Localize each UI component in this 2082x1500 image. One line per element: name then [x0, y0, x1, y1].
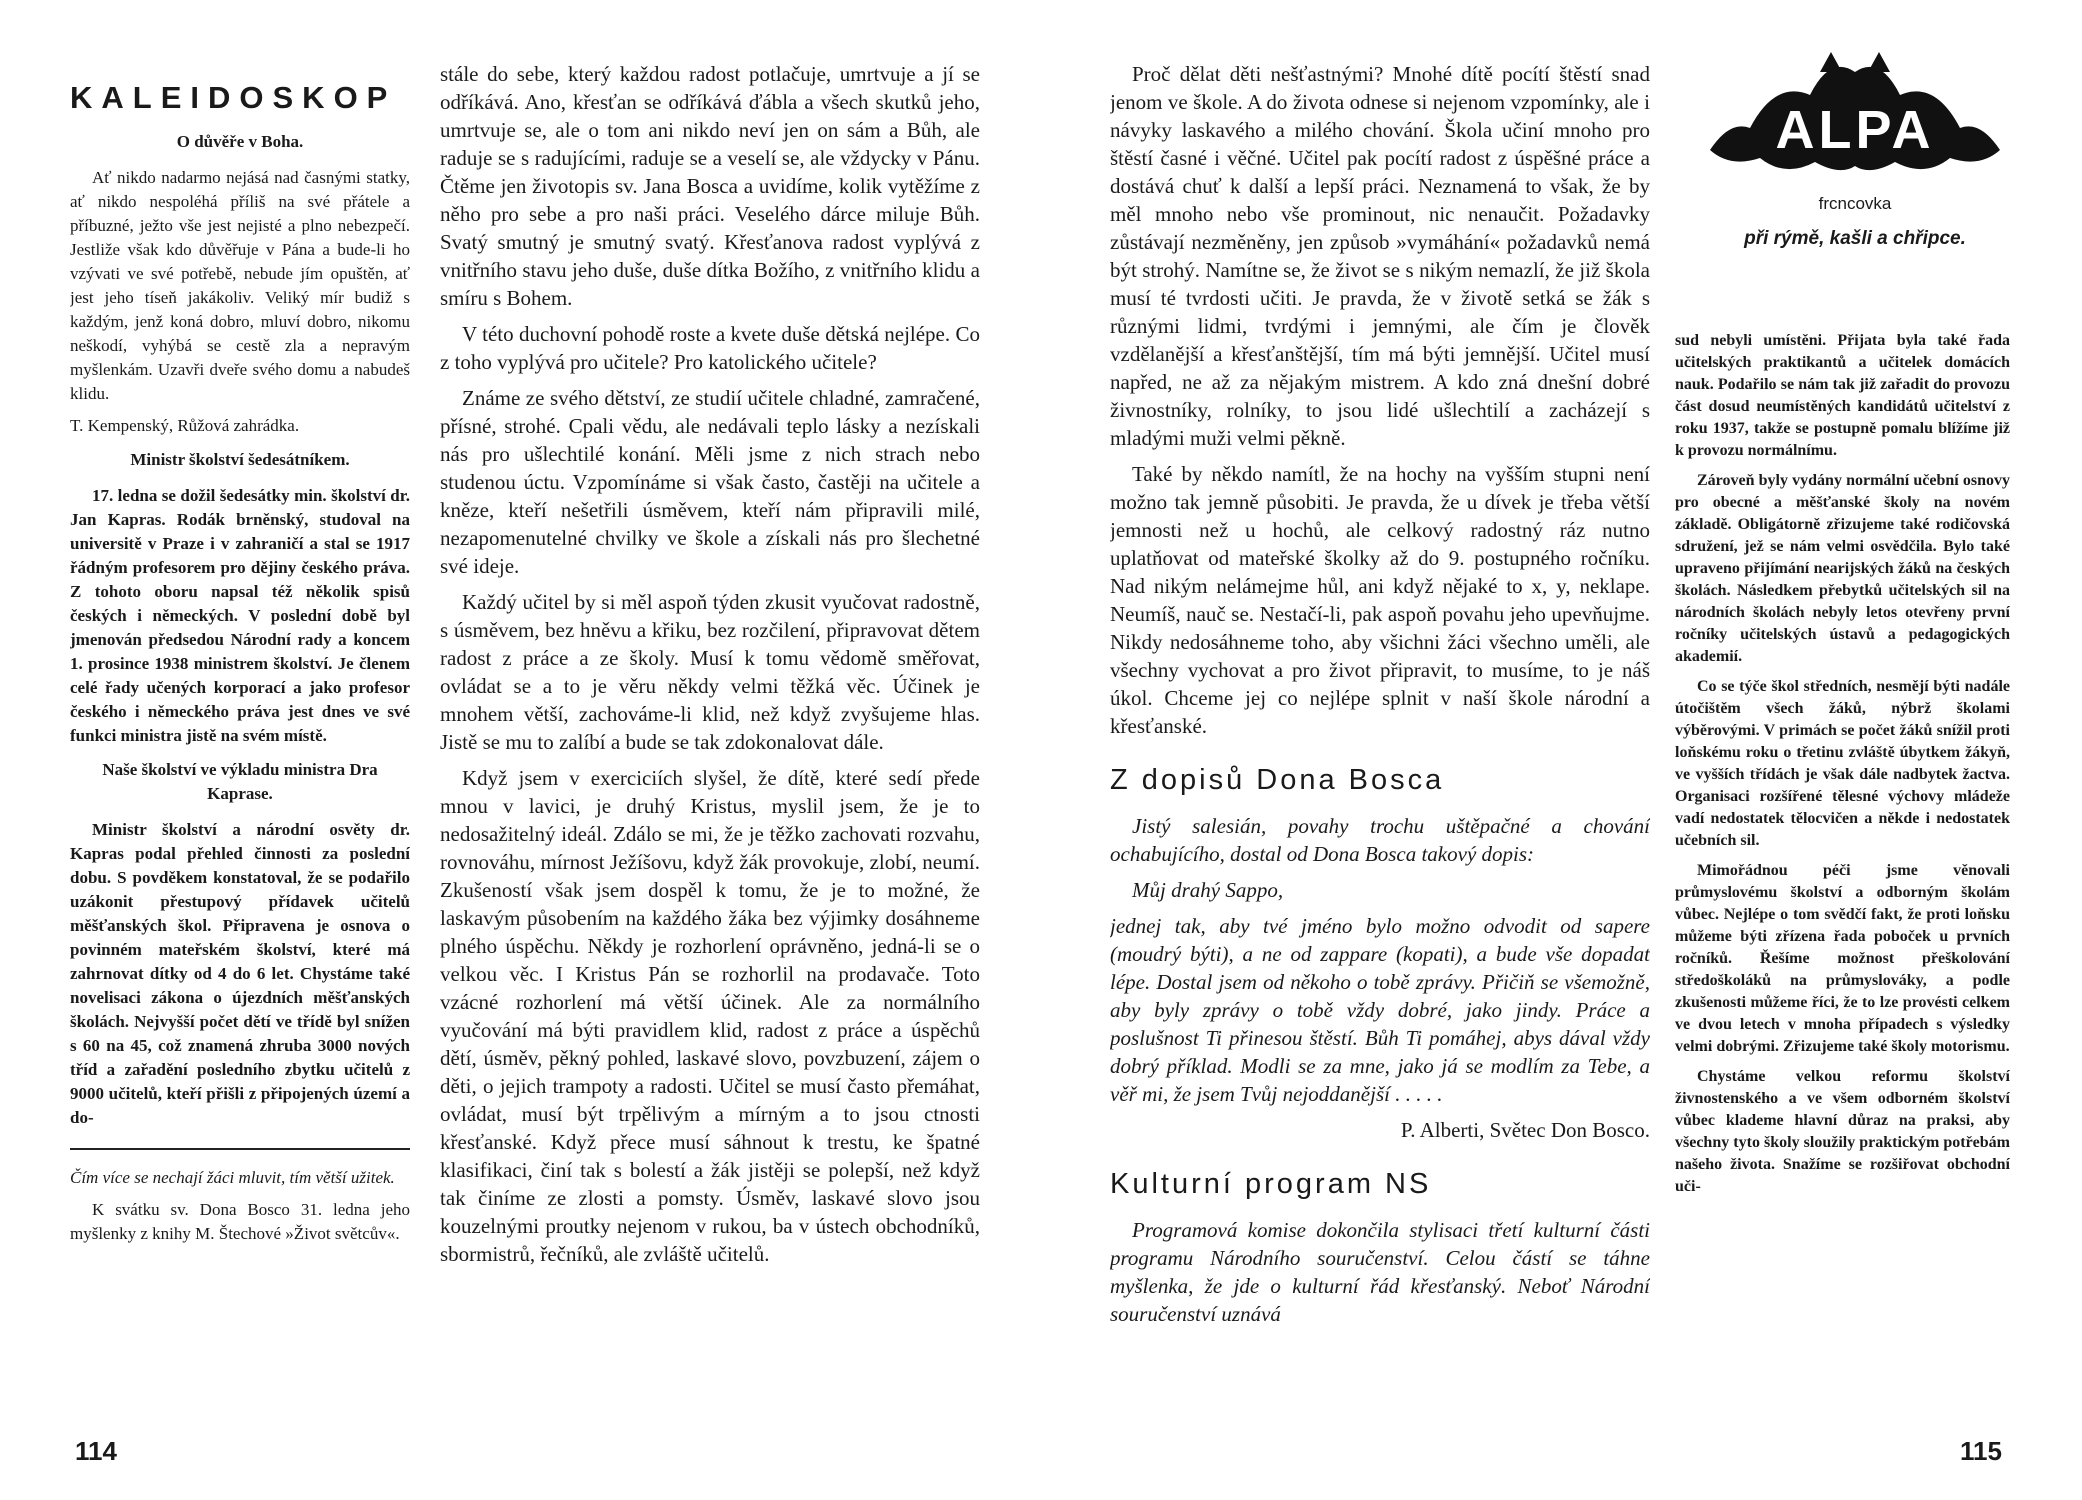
paragraph-reforma: Chystáme velkou reformu školství živnostenského a ve všem odborném školství vůbec klademe hlavní důraz na praksi, aby všechny tyto školy sloužily praktickým potřebám našeho života. Snažíme se rozšiřovat obchodní uči- [1675, 1068, 2010, 1195]
paragraph-radost-5: Když jsem v exerciciích slyšel, že dítě, které sedí přede mnou v lavici, je druhý Kristus, myslil jsem, že je to nedosažitelný ideál. Zdálo se mi, že je těžko zachovati rozvahu, rovnováhu, mírnost Ježíšovu, když žák provokuje, zlobí, neumí. Zkušeností však jsem dospěl k tomu, že je to možné, že laskavým působením na každého žáka bez výjimky dosáhneme plného úspěchu. Někdy je rozhorlení oprávněno, jedná-li se o velkou věc. I Kristus Pán se rozhorlil na prodavače. Toto vzácné rozhorlení má větší účinek. Ale za normálního vyučování má býti pravidlem klid, radost z práce a úspěchů dětí, úsměv, pěkný pohled, laskavé slovo, povzbuzení, zájem o děti, o jejich trampoty a radosti. Učitel se musí často přemáhat, ovládat, musí být trpělivým a mírným a to jsou ctnosti křesťanské. Když přece musí sáhnout k trestu, ke špatné klasifikaci, činí tak s bolestí a žák jistěji se polepší, než když tak činíme ze zlosti a pomsty. Úsměv, laskavé slovo jsou kouzelnými proutky nejenom v rukou, ba v ústech obchodníků, sbormistrů, řečníků, ale zvláště učitelů. [440, 766, 980, 1266]
subheading-ministr: Ministr školství šedesátníkem. [130, 450, 350, 469]
ad-subtitle: frcncovka [1818, 194, 1892, 213]
paragraph-dopis-intro: Jistý salesián, povahy trochu uštěpačné a chování ochabujícího, dostal od Dona Bosca takový dopis: [1110, 814, 1650, 866]
paragraph-umisteni: sud nebyli umístěni. Přijata byla také řada učitelských praktikantů a učitelek domácích nauk. Podařilo se nám tak již zařadit do provozu část dosud neumístěných kandidátů učitelství z roku 1937, takže se postupně pomalu blížíme již k provozu normálnímu. [1675, 332, 2010, 459]
letter-body: jednej tak, aby tvé jméno bylo možno odvodit od sapere (moudrý býti), a ne od zappare (kopati), a bude vše dopadat lépe. Dostal jsem od někoho o tobě zprávy. Přičiň se všemožně, aby byly zprávy o tobě vždy dobré, jako jindy. Práce a poslušnost Ti přinesou štěstí. Bůh Ti pomáhej, abys dával vždy dobrý příklad. Modli se za mne, jako já se modlím za Tebe, a věř mi, že jsem Tvůj nejoddanější . . . . . [1110, 914, 1650, 1106]
paragraph-radost-1: stále do sebe, který každou radost potlačuje, umrtvuje a jí se odříkává. Ano, křesťan se odříkává ďábla a všech skutků jeho, umrtvuje se, ale o tom ani nikdo neví jen on sám a Bůh, ale raduje se s radujícími, raduje se a veselí se, ale vždycky v Pánu. Čtěme jen životopis sv. Jana Bosca a uvidíme, kolik vytěžíme z něho pro sebe a pro naši práci. Veselého dárce miluje Bůh. Svatý smutný je smutný svatý. Křesťanova radost vyplývá z vnitřního stavu jeho duše, duše dítka Božího, z vnitřního klidu a smíru s Bohem. [440, 62, 980, 310]
letter-salutation: Můj drahý Sappo, [1132, 878, 1284, 902]
quote-zaci: Čím více se nechají žáci mluvit, tím větší užitek. [70, 1168, 395, 1187]
paragraph-ministr: 17. ledna se dožil šedesátky min. školství dr. Jan Kapras. Rodák brněnský, studoval na universitě v Praze i v zahraničí a stal se 1917 řádným profesorem pro dějiny českého práva. Z tohoto oboru napsal též několik spisů českých i německých. V poslední době byl jmenován předsedou Národní rady a koncem 1. prosince 1938 ministrem školství. Je členem celé řady učených korporací a jako profesor českého i německého práva jest dnes ve své funkci ministra jistě na svém místě. [70, 486, 410, 745]
page-number-right: 115 [1960, 1436, 2002, 1466]
paragraph-radost-3: Známe ze svého dětství, ze studií učitele chladné, zamračené, přísné, strohé. Cpali vědu, ale nedávali teplo lásky a nezískali nás pro ušlechtilé konání. Měli jsme z nich strach nebo studenou úctu. Vzpomínáme si však často, častěji na učitele a kněze, kteří nešetřili úsměvem, kteří nám připravili milé, nezapomenutelné chvilky ve škole a získali nás pro šlechetné své ideje. [440, 386, 980, 578]
page-number-left: 114 [75, 1436, 117, 1466]
paragraph-stesti: Proč dělat děti nešťastnými? Mnohé dítě pocítí štěstí snad jenom ve škole. A do života odnese si nejenom vzpomínky, ale i návyky laskavého a milého chování. Škola učiní mnoho pro štěstí časné i věčné. Učitel pak pocítí radost z úspěšné práce a dostává chuť k další a lepší práci. Neznamená to však, že by měl mnoho nebo vše prominout, nic nenaučit. Požadavky zůstávají nezměněny, jen způsob »vymáhání« požadavků nemá být strohý. Namítne se, že život se s nikým nemazlí, že již škola musí té tvrdosti učiti. Je pravda, že v životě setká se žák s různými lidmi, tvrdými i jemnými, ale čím je člověk vzdělanější a křesťanštější, tím má býti jemnější. Učitel musí napřed, ne až za nějakým mistrem. A kdo zná dnešní dobré živnostníky, rolníky, to jsou lidé ušlechtilí a zacházejí s mladými muži velmi pěkně. [1110, 62, 1650, 450]
section-title-kaleidoskop: KALEIDOSKOP [70, 80, 397, 115]
alpa-logo-icon [1700, 50, 2010, 180]
paragraph-stredni-skoly: Co se týče škol středních, nesmějí býti nadále útočištěm všech žáků, nýbrž školami výběrovými. V primách se počet žáků snížil proti loňskému roku o třetinu zvláště úbytkem žákyň, ve vyšších třídách je však dále nadbytek žactva. Organisaci rozšířené tělesné výchovy mládeže vadí nedostatek tělocvičen a někde i nedostatek učebních sil. [1675, 678, 2010, 849]
column-skolstvi-continued [1675, 330, 2010, 1410]
column-article-continued [1110, 60, 1650, 1410]
paragraph-osnovy: Zároveň byly vydány normální učební osnovy pro obecné a měšťanské školy na novém základě. Obligátorně zřizujeme také rodičovská sdružení, jež se nám velmi osvědčila. Bylo také upraveno přijímání nearijských žáků na českých školách. Následkem přebytků učitelských sil na národních školách nebyly letos otevřeny první ročníky učitelských ústavů a pedagogických akademií. [1675, 472, 2010, 665]
paragraph-svatek: K svátku sv. Dona Bosco 31. ledna jeho myšlenky z knihy M. Štechové »Život světcův«. [70, 1200, 410, 1243]
source-alberti: P. Alberti, Světec Don Bosco. [1400, 1118, 1650, 1142]
paragraph-program: Programová komise dokončila stylisaci třetí kulturní části programu Národního souručenství. Celou částí se táhne myšlenka, že jde o kulturní řád křesťanský. Neboť Národní souručenství uznává [1110, 1218, 1650, 1326]
paragraph-radost-4: Každý učitel by si měl aspoň týden zkusit vyučovat radostně, s úsměvem, bez hněvu a křiku, bez rozčilení, připravovat dětem radost z práce a ze školy. Musí k tomu vědomě směřovat, ovládat se a to je věru někdy velmi těžká věc. Účinek je mnohem větší, zachováme-li klid, než když zvyšujeme hlas. Jistě se mu to zalíbí a bude se tak zdokonalovat dále. [440, 590, 980, 754]
paragraph-skolstvi: Ministr školství a národní osvěty dr. Kapras podal přehled činnosti za poslední dobu. S povděkem konstatoval, že se podařilo uzákonit přestupový přídavek učitelů měšťanských škol. Připravena je osnova o povinném mateřském školství, které má zahrnovat dítky od 4 do 6 let. Chystáme také novelisaci zákona o újezdních měšťanských školách. Nejvyšší počet dětí ve třídě byl snížen s 60 na 45, což znamená zhruba 3000 nových tříd a zařadění posledního zbytku učitelů z 9000 učitelů, kteří přišli z připojených území a do- [70, 820, 410, 1127]
column-article-radost [440, 60, 980, 1410]
section-heading-kulturni-program: Kulturní program NS [1110, 1168, 1432, 1200]
column-kaleidoskop [70, 80, 410, 1410]
section-heading-dopisy: Z dopisů Dona Bosca [1110, 764, 1445, 796]
paragraph-hochy: Také by někdo namítl, že na hochy na vyšším stupni není možno tak jemně působiti. Je pravda, že u dívek je třeba větší jemnosti než u hochů, ale celkový radostný ráz nutno uplatňovat od mateřské školky až do 9. postupného ročníku. Nad nikým nelámejme hůl, ani když nějaké to x, y, neklape. Neumíš, nauč se. Nestačí-li, pak aspoň povahu jeho upevňujme. Nikdy nedosáhneme toho, aby všichni žáci všechno uměli, ale všechny vychovat a pro život připravit, to musíme, to je náš úkol. Chceme jej co nejlépe splnit v naší škole národní a křesťanské. [1110, 462, 1650, 738]
divider [70, 1148, 410, 1150]
paragraph-prumyslove: Mimořádnou péči jsme věnovali průmyslovému školství a odborným školám vůbec. Nejlépe o tom svědčí fakt, že proti loňsku můžeme býti zřízena řada poboček u prvních ročníků. Řešíme možnost přeškolování středoškoláků na průmyslováky, a podle zkušenosti můžeme říci, že to lze provésti celkem ve dvou letech v mnoha případech s výsledky velmi dobrými. Zřizujeme také školy motorismu. [1675, 862, 2010, 1055]
source-kempensky: T. Kempenský, Růžová zahrádka. [70, 416, 300, 435]
advertisement-alpa [1690, 50, 2020, 300]
ad-brand-text: ALPA [1775, 100, 1935, 160]
paragraph-duvera: Ať nikdo nadarmo nejásá nad časnými statky, ať nikdo nespoléhá příliš na své přátele a příbuzné, ježto vše jest nejisté a plno nebezpečí. Jestliže však kdo důvěřuje v Pána a bude-li ho vzývati ve své potřebě, nebude jím opuštěn, ať jest jeho tíseň jakákoliv. Veliký mír budiž s každým, jenž koná dobro, mluví dobro, nikomu neškodí, vyhýbá se cestě zla a nepravým myšlenkám. Uzavři dveře svého domu a nabudeš klidu. [70, 168, 410, 403]
subheading-duvera: O důvěře v Boha. [176, 132, 304, 151]
paragraph-radost-2: V této duchovní pohodě roste a kvete duše dětská nejlépe. Co z toho vyplývá pro učitele? Pro katolického učitele? [440, 322, 980, 374]
subheading-skolstvi: Naše školství ve výkladu ministra Dra Kaprase. [102, 760, 378, 803]
ad-tagline: při rýmě, kašli a chřipce. [1744, 228, 1966, 249]
